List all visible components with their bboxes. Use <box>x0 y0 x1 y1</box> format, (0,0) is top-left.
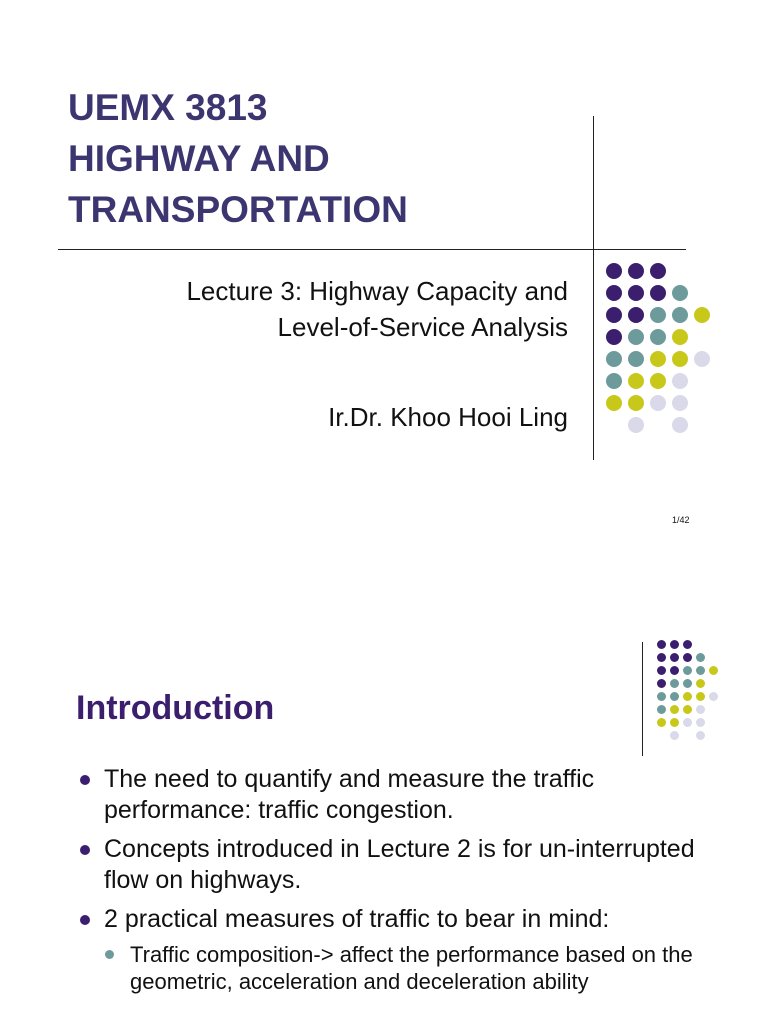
sub-bullet-item: Traffic composition-> affect the performance based on the geometric, acceleration and deceleration ability <box>104 941 738 995</box>
decorative-dot <box>670 679 679 688</box>
decorative-dot <box>650 329 666 345</box>
title-line-3: TRANSPORTATION <box>68 189 408 230</box>
decorative-dot <box>606 329 622 345</box>
subtitle-line-2: Level-of-Service Analysis <box>277 312 568 342</box>
decorative-dot <box>628 329 644 345</box>
course-title <box>68 82 588 235</box>
decorative-dot <box>672 307 688 323</box>
decorative-dot <box>696 705 705 714</box>
decorative-dot <box>694 351 710 367</box>
decorative-dot <box>657 718 666 727</box>
decorative-dot <box>696 653 705 662</box>
author-name: Ir.Dr. Khoo Hooi Ling <box>328 402 568 432</box>
decorative-dot <box>628 395 644 411</box>
decorative-dot <box>683 653 692 662</box>
decorative-dot <box>672 417 688 433</box>
decorative-dot <box>672 329 688 345</box>
decorative-dot <box>683 679 692 688</box>
decorative-dot <box>650 285 666 301</box>
decorative-dot <box>650 395 666 411</box>
decorative-dot <box>606 373 622 389</box>
decorative-dot <box>683 666 692 675</box>
bullet-list <box>78 764 738 1003</box>
decorative-dot <box>683 692 692 701</box>
horizontal-divider <box>58 249 686 250</box>
decorative-dot <box>672 373 688 389</box>
bullet-item: The need to quantify and measure the traffic performance: traffic congestion. <box>78 764 738 826</box>
decorative-dot <box>670 731 679 740</box>
decorative-dot <box>696 718 705 727</box>
decorative-dot <box>696 679 705 688</box>
page-number: 1/42 <box>672 515 690 525</box>
decorative-dot <box>694 307 710 323</box>
decorative-dot <box>670 718 679 727</box>
decorative-dot <box>606 263 622 279</box>
decorative-dot <box>606 285 622 301</box>
decorative-dot <box>672 285 688 301</box>
decorative-dot <box>650 263 666 279</box>
decorative-dot <box>650 351 666 367</box>
title-line-2: HIGHWAY AND <box>68 138 330 179</box>
decorative-dot <box>657 640 666 649</box>
vertical-divider <box>642 642 643 756</box>
decorative-dot <box>606 395 622 411</box>
decorative-dot <box>670 705 679 714</box>
decorative-dot <box>670 666 679 675</box>
sub-bullet-list <box>104 941 738 995</box>
decorative-dot <box>683 718 692 727</box>
introduction-slide <box>0 636 768 1024</box>
decorative-dot <box>628 351 644 367</box>
decorative-dot <box>696 692 705 701</box>
decorative-dot <box>650 307 666 323</box>
decorative-dot <box>672 351 688 367</box>
decorative-dot <box>670 653 679 662</box>
slide-title: Introduction <box>76 689 275 727</box>
decorative-dot <box>606 307 622 323</box>
subtitle-line-1: Lecture 3: Highway Capacity and <box>186 276 568 306</box>
decorative-dot <box>657 679 666 688</box>
decorative-dot <box>650 373 666 389</box>
decorative-dot <box>657 692 666 701</box>
vertical-divider <box>593 116 594 460</box>
decorative-dot <box>628 307 644 323</box>
bullet-item <box>78 904 738 995</box>
decorative-dot <box>709 666 718 675</box>
bullet-text: 2 practical measures of traffic to bear in mind: <box>104 905 610 933</box>
decorative-dot <box>696 731 705 740</box>
decorative-dot <box>683 640 692 649</box>
decorative-dot <box>657 705 666 714</box>
decorative-dot <box>683 705 692 714</box>
decorative-dot <box>628 373 644 389</box>
decorative-dot <box>628 285 644 301</box>
decorative-dot <box>670 640 679 649</box>
bullet-item: Concepts introduced in Lecture 2 is for un-interrupted flow on highways. <box>78 834 738 896</box>
lecture-subtitle <box>186 273 568 345</box>
decorative-dot <box>628 263 644 279</box>
decorative-dot <box>670 692 679 701</box>
decorative-dot <box>672 395 688 411</box>
decorative-dot <box>657 666 666 675</box>
decorative-dot <box>696 666 705 675</box>
decorative-dot <box>628 417 644 433</box>
decorative-dot <box>657 653 666 662</box>
title-line-1: UEMX 3813 <box>68 87 268 128</box>
decorative-dot <box>709 692 718 701</box>
decorative-dot <box>606 351 622 367</box>
